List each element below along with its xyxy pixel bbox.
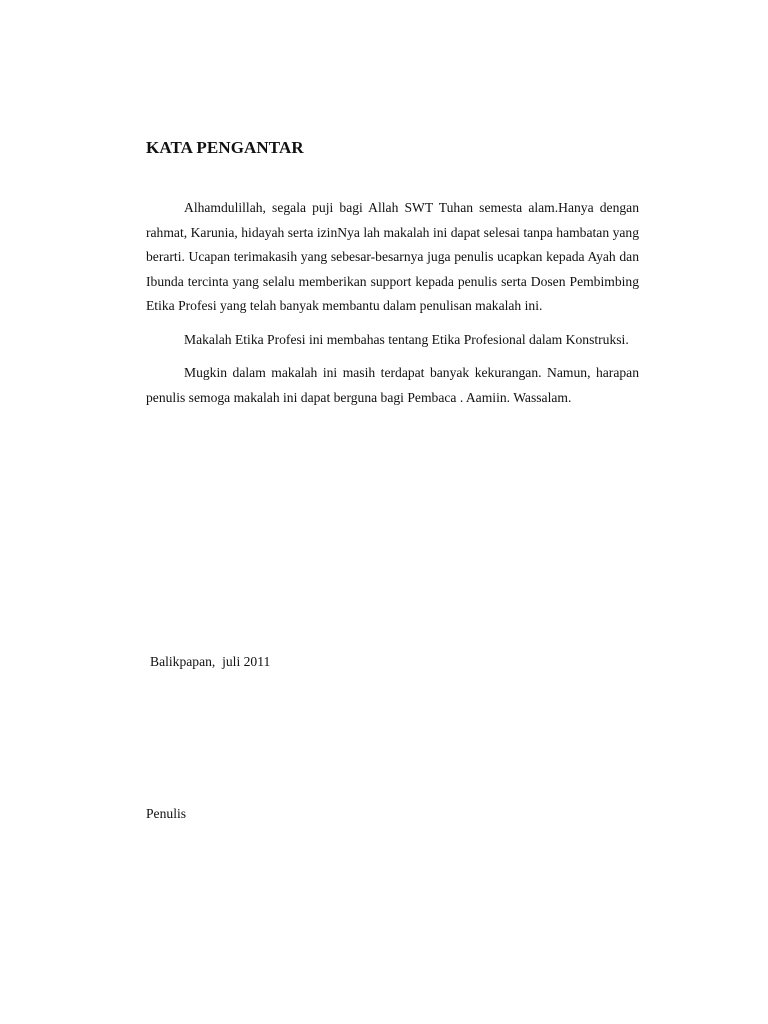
- paragraph-gratitude: Alhamdulillah, segala puji bagi Allah SWT Tuhan semesta alam.Hanya dengan rahmat, Karunia, hidayah serta izinNya lah makalah ini dapat selesai tanpa hambatan yang berarti. Ucapan terimakasih yang sebesar-besarnya juga penulis ucapkan kepada Ayah dan Ibunda tercinta yang selalu memberikan support kepada penulis serta Dosen Pembimbing Etika Profesi yang telah banyak membantu dalam penulisan makalah ini.: [146, 200, 639, 313]
- preface-body: [146, 196, 639, 410]
- place-and-date: Balikpapan, juli 2011: [150, 654, 271, 669]
- author-signature: Penulis: [146, 806, 187, 821]
- paragraph-closing: Mugkin dalam makalah ini masih terdapat banyak kekurangan. Namun, harapan penulis semoga makalah ini dapat berguna bagi Pembaca . Aamiin. Wassalam.: [146, 365, 639, 405]
- paragraph-topic: Makalah Etika Profesi ini membahas tentang Etika Profesional dalam Konstruksi.: [184, 331, 629, 347]
- page-title: KATA PENGANTAR: [146, 138, 304, 157]
